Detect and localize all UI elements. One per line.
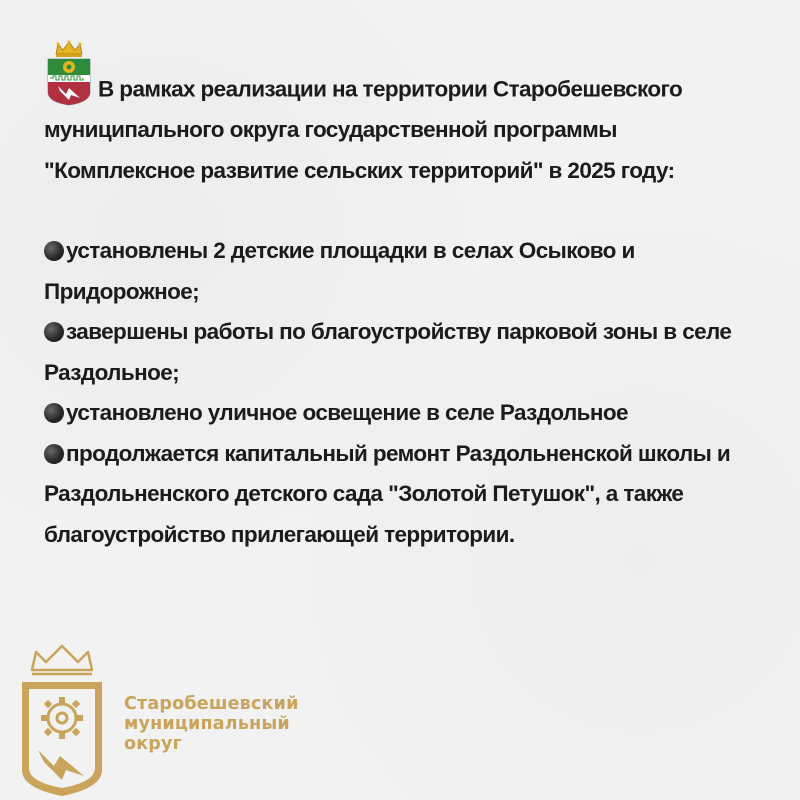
bullet-text: установлено уличное освещение в селе Раздольное — [66, 400, 628, 425]
bullet-text: завершены работы по благоустройству парковой зоны в селе Раздольное; — [44, 319, 732, 385]
intro-line-3: "Комплексное развитие сельских территорий" в 2025 году: — [44, 157, 675, 183]
post-body — [44, 40, 764, 555]
black-circle-icon — [44, 322, 64, 342]
list-item — [44, 312, 764, 393]
list-item — [44, 434, 764, 556]
crown-icon — [56, 41, 82, 58]
bullet-text: продолжается капитальный ремонт Раздольненской школы и Раздольненского детского сада "Золотой Петушок", а также благоустройство прилегающей территории. — [44, 440, 731, 547]
municipality-name-line-2: муниципальный — [124, 714, 290, 734]
black-circle-icon — [44, 403, 64, 423]
intro-paragraph — [44, 40, 764, 191]
intro-line-2: муниципального округа государственной программы — [44, 117, 617, 142]
municipality-name — [124, 694, 299, 754]
list-item — [44, 231, 764, 312]
black-circle-icon — [44, 444, 64, 464]
list-item — [44, 393, 764, 434]
municipality-name-line-1: Старобешевский — [124, 694, 299, 714]
municipality-name-line-3: округ — [124, 734, 182, 754]
bullet-text: установлены 2 детские площадки в селах Осыково и Придорожное; — [44, 238, 635, 304]
black-circle-icon — [44, 241, 64, 261]
intro-line-1: В рамках реализации на территории Старобешевского — [98, 76, 683, 102]
coat-of-arms-icon — [44, 40, 94, 106]
municipal-logo-icon — [14, 638, 110, 798]
